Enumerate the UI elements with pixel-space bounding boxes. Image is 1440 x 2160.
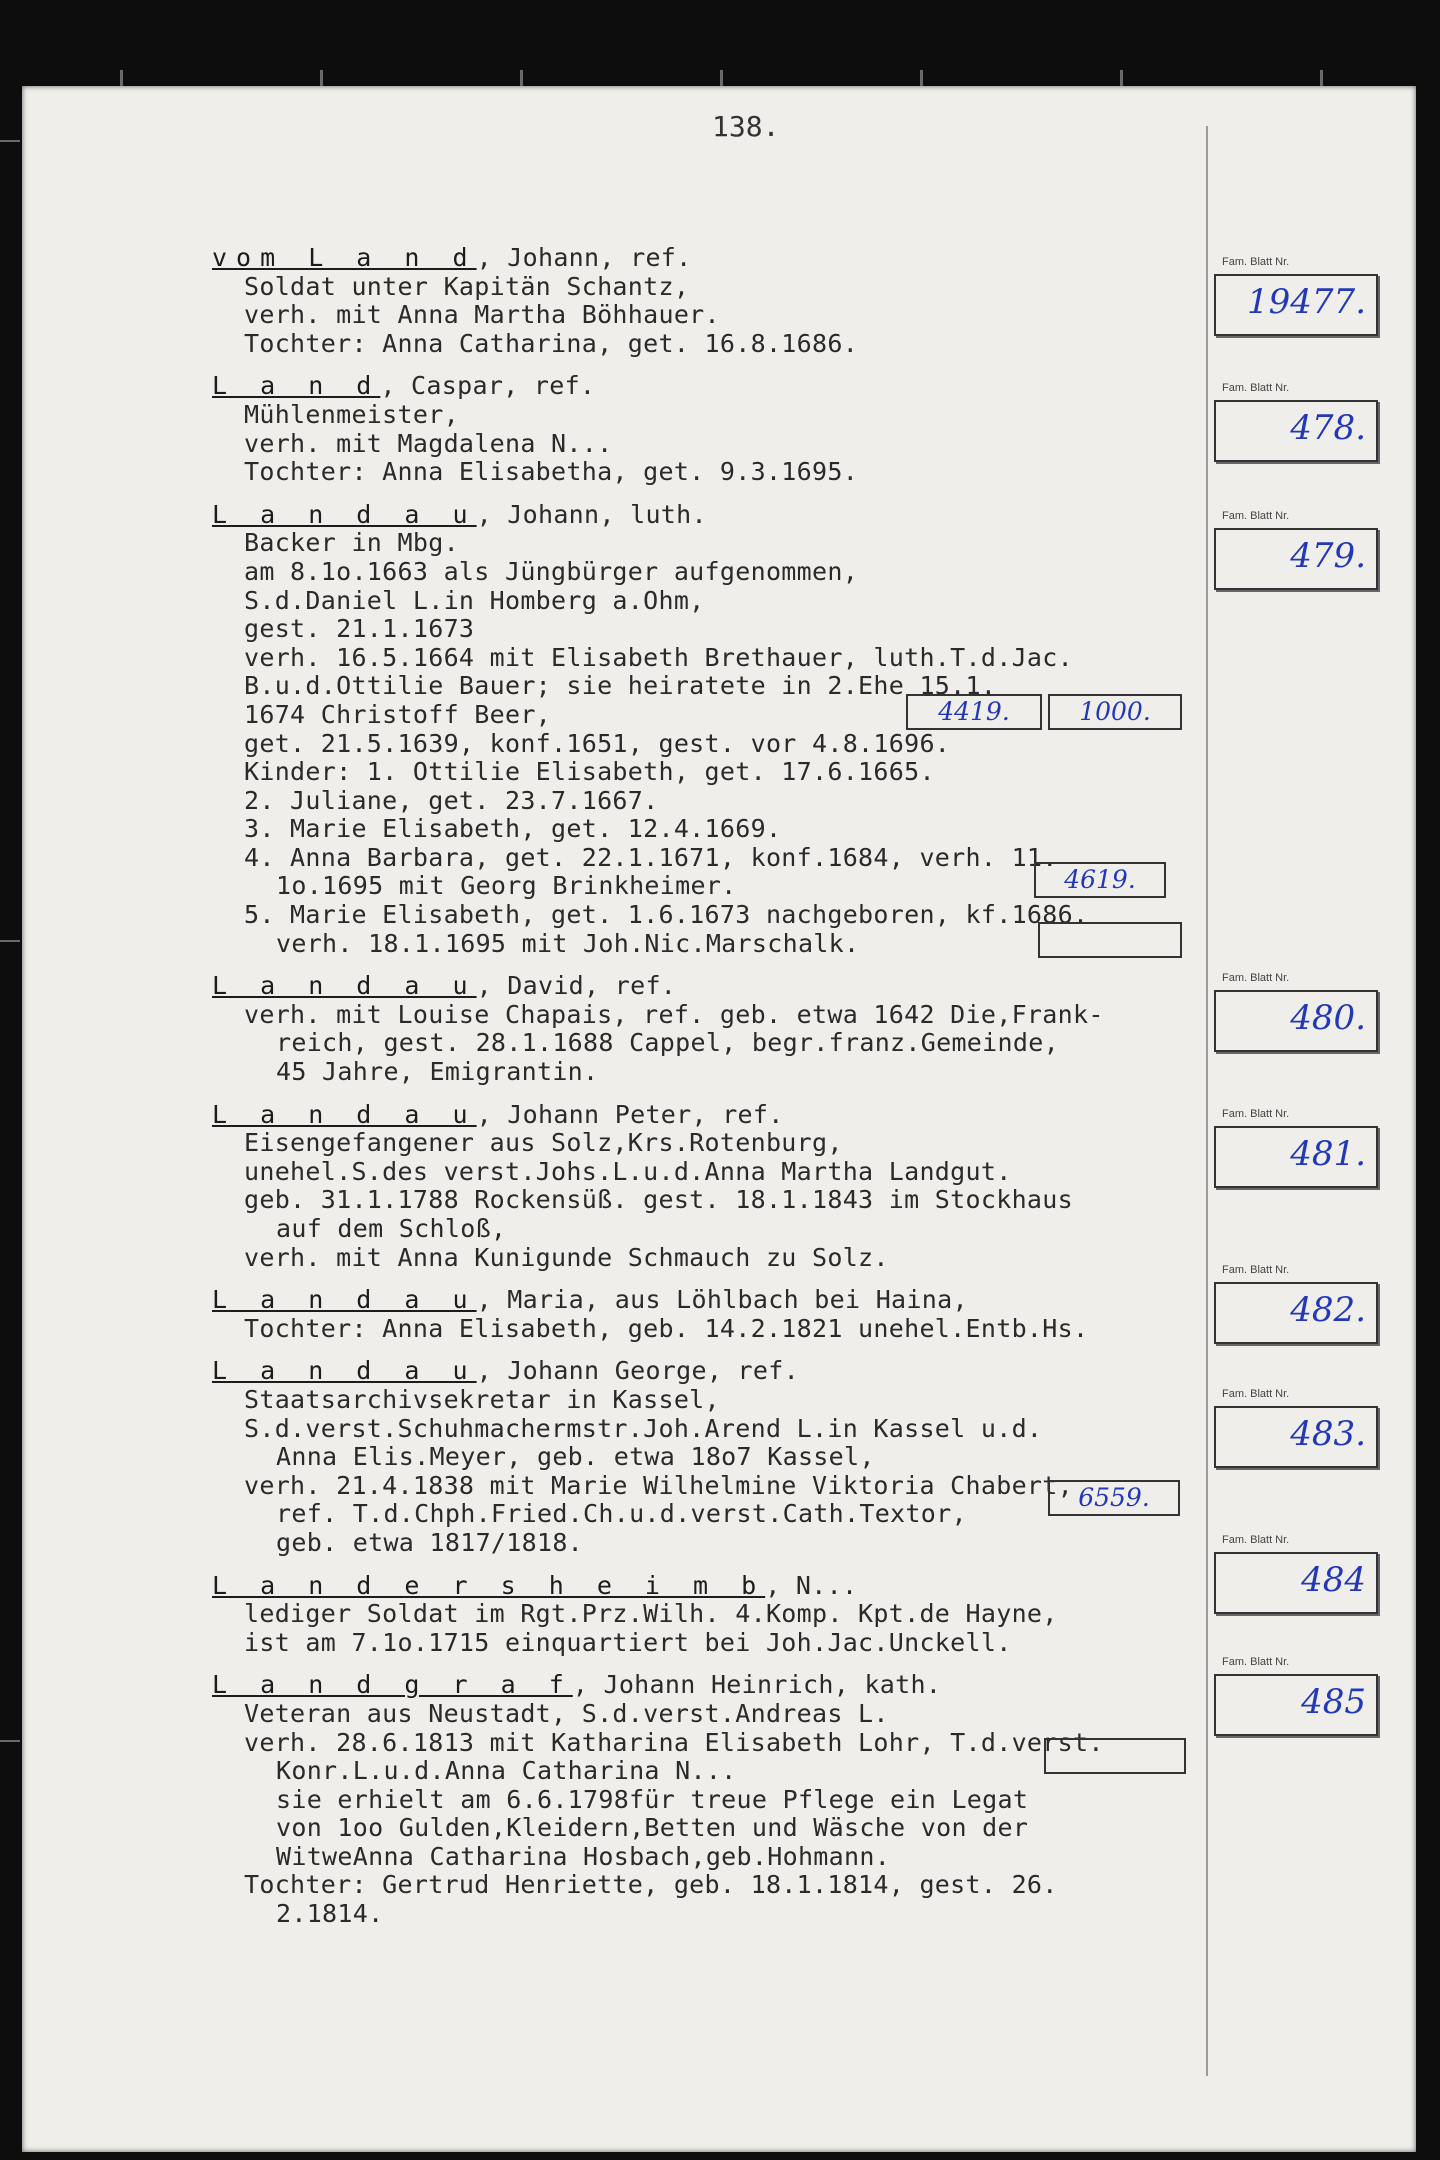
family-sheet-number: 478. <box>1290 408 1366 448</box>
genealogy-entry <box>212 1671 1222 1928</box>
entry-heading <box>212 972 1222 1001</box>
entry-line: verh. mit Louise Chapais, ref. geb. etwa 1642 Die,Frank- <box>244 999 1104 1029</box>
family-sheet-label: Fam. Blatt Nr. <box>1222 972 1290 984</box>
entry-line: 2. Juliane, get. 23.7.1667. <box>244 785 659 815</box>
genealogy-entry <box>212 372 1222 486</box>
inline-reference-box: 1000. <box>1048 694 1182 730</box>
entries-list <box>212 244 1222 1943</box>
entry-line: Tochter: Anna Elisabeth, geb. 14.2.1821 unehel.Entb.Hs. <box>244 1313 1089 1343</box>
entry-line: auf dem Schloß, <box>276 1214 507 1243</box>
surname: L a n d g r a f <box>212 1670 573 1700</box>
entry-line: am 8.1o.1663 als Jüngbürger aufgenommen, <box>244 556 859 586</box>
entry-heading <box>212 1572 1222 1601</box>
genealogy-entry <box>212 1572 1222 1658</box>
family-sheet-column <box>1210 86 1416 2152</box>
family-sheet-frame <box>1214 1282 1378 1344</box>
entry-line: verh. 21.4.1838 mit Marie Wilhelmine Viktoria Chabert, <box>244 1470 1073 1500</box>
entry-line: 3. Marie Elisabeth, get. 12.4.1669. <box>244 814 782 844</box>
family-sheet-label: Fam. Blatt Nr. <box>1222 1108 1290 1120</box>
entry-line: ist am 7.1o.1715 einquartiert bei Joh.Jac.Unckell. <box>244 1627 1012 1657</box>
scan-line <box>0 940 20 942</box>
entry-heading <box>212 501 1222 530</box>
family-sheet-frame <box>1214 400 1378 462</box>
scan-line <box>0 1740 20 1742</box>
heading-details: , Johann Heinrich, kath. <box>572 1670 942 1700</box>
entry-line: Backer in Mbg. <box>244 528 459 558</box>
family-sheet-label: Fam. Blatt Nr. <box>1222 256 1290 268</box>
family-sheet-frame <box>1214 1126 1378 1188</box>
genealogy-entry <box>212 244 1222 358</box>
entry-line: S.d.Daniel L.in Homberg a.Ohm, <box>244 585 705 615</box>
entry-line: gest. 21.1.1673 <box>244 614 475 644</box>
entry-line: WitweAnna Catharina Hosbach,geb.Hohmann. <box>276 1841 891 1871</box>
entry-line: verh. 16.5.1664 mit Elisabeth Brethauer, luth.T.d.Jac. <box>244 642 1073 672</box>
inline-reference-box: 4419. <box>906 694 1042 730</box>
entry-line: lediger Soldat im Rgt.Prz.Wilh. 4.Komp. Kpt.de Hayne, <box>244 1599 1058 1629</box>
entry-line: S.d.verst.Schuhmachermstr.Joh.Arend L.in Kassel u.d. <box>244 1413 1043 1443</box>
entry-heading <box>212 1357 1222 1386</box>
surname: L a n d a u <box>212 971 477 1001</box>
entry-line: 1o.1695 mit Georg Brinkheimer. <box>276 871 737 901</box>
inline-reference-box: 4619. <box>1034 862 1166 898</box>
entry-line: verh. 18.1.1695 mit Joh.Nic.Marschalk. <box>276 928 860 958</box>
entry-heading <box>212 1101 1222 1130</box>
entry-line: Tochter: Gertrud Henriette, geb. 18.1.1814, gest. 26. <box>244 1870 1058 1900</box>
entry-line: Eisengefangener aus Solz,Krs.Rotenburg, <box>244 1128 843 1158</box>
family-sheet-number: 19477. <box>1247 282 1366 322</box>
family-sheet-number: 482. <box>1290 1290 1366 1330</box>
entry-line: geb. 31.1.1788 Rockensüß. gest. 18.1.1843 im Stockhaus <box>244 1185 1073 1215</box>
genealogy-entry <box>212 1357 1222 1557</box>
inline-reference-box <box>1038 922 1182 958</box>
genealogy-entry <box>212 1101 1222 1273</box>
entry-line: verh. 28.6.1813 mit Katharina Elisabeth Lohr, T.d.verst. <box>244 1727 1104 1757</box>
page-number: 138. <box>712 110 780 143</box>
family-sheet-label: Fam. Blatt Nr. <box>1222 1264 1290 1276</box>
heading-details: , David, ref. <box>476 971 677 1001</box>
entry-line: Tochter: Anna Catharina, get. 16.8.1686. <box>244 328 859 358</box>
entry-line: sie erhielt am 6.6.1798für treue Pflege ein Legat <box>276 1784 1029 1814</box>
entry-line: 4. Anna Barbara, get. 22.1.1671, konf.1684, verh. 11. <box>244 842 1058 872</box>
entry-line: 2.1814. <box>276 1899 384 1929</box>
entry-line: B.u.d.Ottilie Bauer; sie heiratete in 2.Ehe 15.1. <box>244 671 997 701</box>
family-sheet-label: Fam. Blatt Nr. <box>1222 382 1290 394</box>
surname: vom L a n d <box>212 243 477 272</box>
genealogy-entry <box>212 1286 1222 1343</box>
entry-line: Soldat unter Kapitän Schantz, <box>244 271 690 301</box>
entry-line: reich, gest. 28.1.1688 Cappel, begr.franz.Gemeinde, <box>276 1028 1059 1058</box>
entry-heading <box>212 1671 1222 1700</box>
entry-line: Mühlenmeister, <box>244 399 459 429</box>
entry-line: verh. mit Anna Kunigunde Schmauch zu Solz. <box>244 1242 889 1272</box>
entry-line: von 1oo Gulden,Kleidern,Betten und Wäsche von der <box>276 1813 1029 1843</box>
family-sheet-frame <box>1214 1674 1378 1736</box>
document-page <box>22 86 1416 2152</box>
entry-line: unehel.S.des verst.Johs.L.u.d.Anna Martha Landgut. <box>244 1156 1012 1186</box>
surname: L a n d <box>212 371 381 401</box>
entry-line: Staatsarchivsekretar in Kassel, <box>244 1384 720 1414</box>
entry-line: 45 Jahre, Emigrantin. <box>276 1057 599 1087</box>
entry-line: Anna Elis.Meyer, geb. etwa 18o7 Kassel, <box>276 1442 875 1472</box>
entry-line: Tochter: Anna Elisabetha, get. 9.3.1695. <box>244 457 859 487</box>
inline-reference-box: 6559. <box>1048 1480 1180 1516</box>
entry-line: Kinder: 1. Ottilie Elisabeth, get. 17.6.1665. <box>244 757 935 787</box>
heading-details: , Johann, ref. <box>476 243 692 272</box>
heading-details: , Johann, luth. <box>476 499 707 529</box>
entry-heading <box>212 372 1222 401</box>
surname: L a n d a u <box>212 1356 477 1386</box>
family-sheet-label: Fam. Blatt Nr. <box>1222 1534 1290 1546</box>
entry-heading <box>212 1286 1222 1315</box>
entry-line: Konr.L.u.d.Anna Catharina N... <box>276 1756 737 1786</box>
family-sheet-label: Fam. Blatt Nr. <box>1222 510 1290 522</box>
family-sheet-frame <box>1214 1406 1378 1468</box>
scan-line <box>0 140 20 142</box>
family-sheet-number: 484 <box>1301 1560 1366 1600</box>
heading-details: , N... <box>765 1570 858 1600</box>
entry-line: get. 21.5.1639, konf.1651, gest. vor 4.8.1696. <box>244 728 951 758</box>
heading-details: , Caspar, ref. <box>380 371 596 401</box>
heading-details: , Johann George, ref. <box>476 1356 799 1386</box>
family-sheet-frame <box>1214 990 1378 1052</box>
surname: L a n d a u <box>212 1099 477 1129</box>
family-sheet-number: 483. <box>1290 1414 1366 1454</box>
family-sheet-frame <box>1214 528 1378 590</box>
entry-line: geb. etwa 1817/1818. <box>276 1527 584 1557</box>
family-sheet-frame <box>1214 1552 1378 1614</box>
heading-details: , Johann Peter, ref. <box>476 1099 784 1129</box>
family-sheet-label: Fam. Blatt Nr. <box>1222 1656 1290 1668</box>
family-sheet-number: 481. <box>1290 1134 1366 1174</box>
entry-line: 5. Marie Elisabeth, get. 1.6.1673 nachgeboren, kf.1686. <box>244 900 1089 930</box>
surname: L a n d a u <box>212 1285 477 1315</box>
family-sheet-number: 479. <box>1290 536 1366 576</box>
inline-reference-box <box>1044 1738 1186 1774</box>
family-sheet-number: 480. <box>1290 998 1366 1038</box>
surname: L a n d a u <box>212 499 477 529</box>
family-sheet-number: 485 <box>1301 1682 1366 1722</box>
entry-line: 1674 Christoff Beer, <box>244 699 552 729</box>
heading-details: , Maria, aus Löhlbach bei Haina, <box>476 1285 968 1315</box>
entry-line: verh. mit Magdalena N... <box>244 428 613 458</box>
family-sheet-label: Fam. Blatt Nr. <box>1222 1388 1290 1400</box>
entry-line: ref. T.d.Chph.Fried.Ch.u.d.verst.Cath.Textor, <box>276 1499 967 1529</box>
genealogy-entry <box>212 972 1222 1086</box>
entry-line: verh. mit Anna Martha Böhhauer. <box>244 300 720 330</box>
family-sheet-frame <box>1214 274 1378 336</box>
entry-heading <box>212 244 1222 273</box>
surname: L a n d e r s h e i m b <box>212 1570 766 1600</box>
entry-line: Veteran aus Neustadt, S.d.verst.Andreas L. <box>244 1698 889 1728</box>
